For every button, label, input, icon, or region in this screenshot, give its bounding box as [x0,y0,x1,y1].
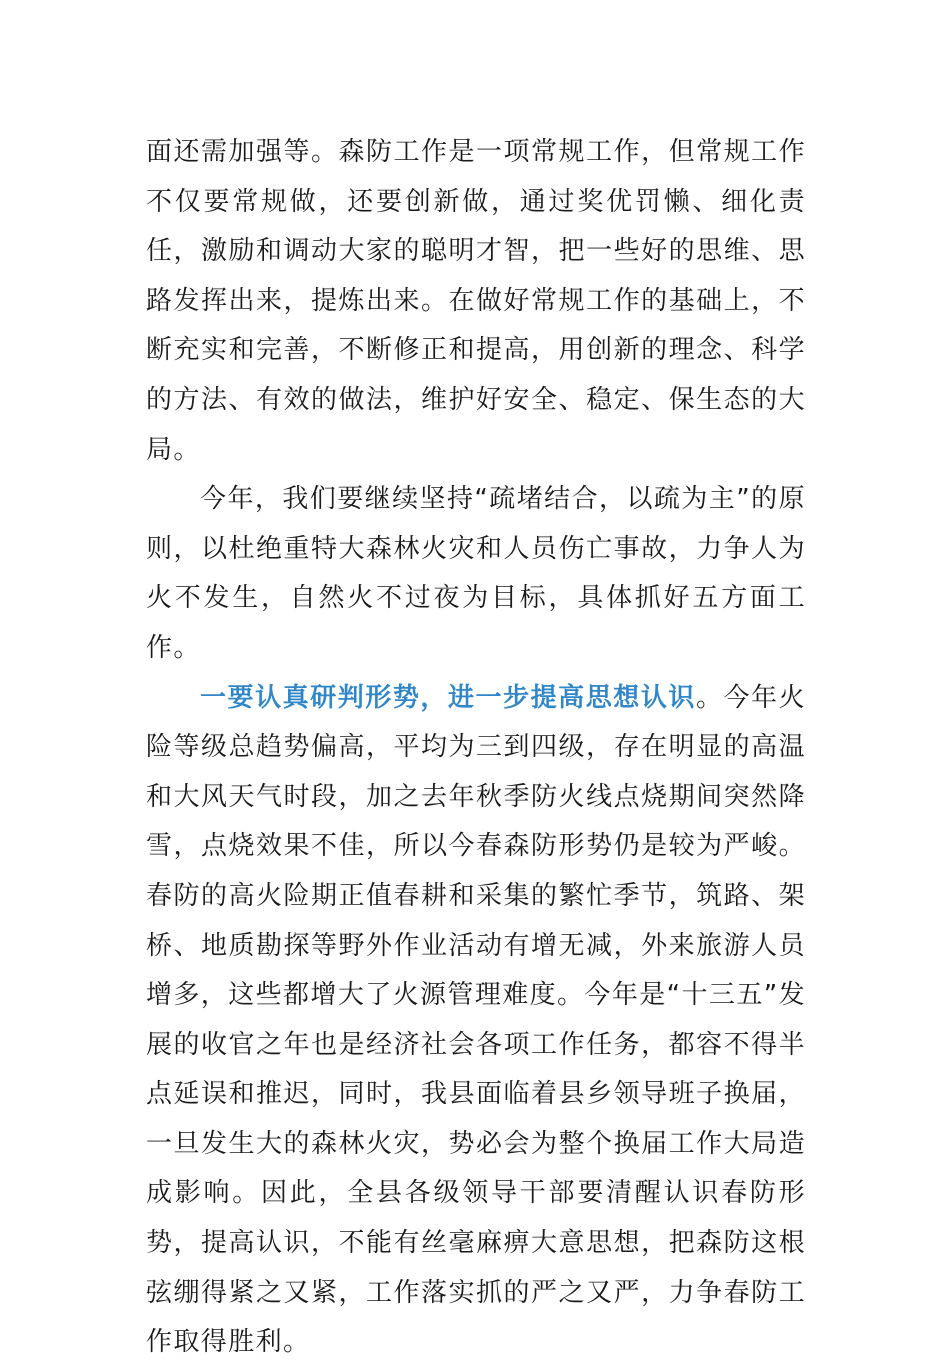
paragraph-section-one [146,674,806,1368]
paragraph-text: 。今年火险等级总趋势偏高，平均为三到四级，存在明显的高温和大风天气时段，加之去年秋季防火线点烧期间突然降雪，点烧效果不佳，所以今春森防形势仍是较为严峻。春防的高火险期正值春耕和采集的繁忙季节，筑路、架桥、地质勘探等野外作业活动有增无减，外来旅游人员增多，这些都增大了火源管理难度。今年是“十三五”发展的收官之年也是经济社会各项工作任务，都容不得半点延误和推迟，同时，我县面临着县乡领导班子换届，一旦发生大的森林火灾，势必会为整个换届工作大局造成影响。因此，全县各级领导干部要清醒认识春防形势，提高认识，不能有丝毫麻痹大意思想，把森防这根弦绷得紧之又紧，工作落实抓的严之又严，力争春防工作取得胜利。 [146,682,806,1358]
paragraph-continued [146,128,806,475]
paragraph-principle [146,475,806,673]
section-heading: 一要认真研判形势，进一步提高思想认识 [200,682,696,713]
paragraph-text: 今年，我们要继续坚持“疏堵结合，以疏为主”的原则，以杜绝重特大森林火灾和人员伤亡事故，力争人为火不发生，自然火不过夜为目标，具体抓好五方面工作。 [146,484,806,663]
document-body [146,128,806,1368]
paragraph-text: 面还需加强等。森防工作是一项常规工作，但常规工作不仅要常规做，还要创新做，通过奖优罚懒、细化责任，激励和调动大家的聪明才智，把一些好的思维、思路发挥出来，提炼出来。在做好常规工作的基础上，不断充实和完善，不断修正和提高，用创新的理念、科学的方法、有效的做法，维护好安全、稳定、保生态的大局。 [146,137,806,465]
